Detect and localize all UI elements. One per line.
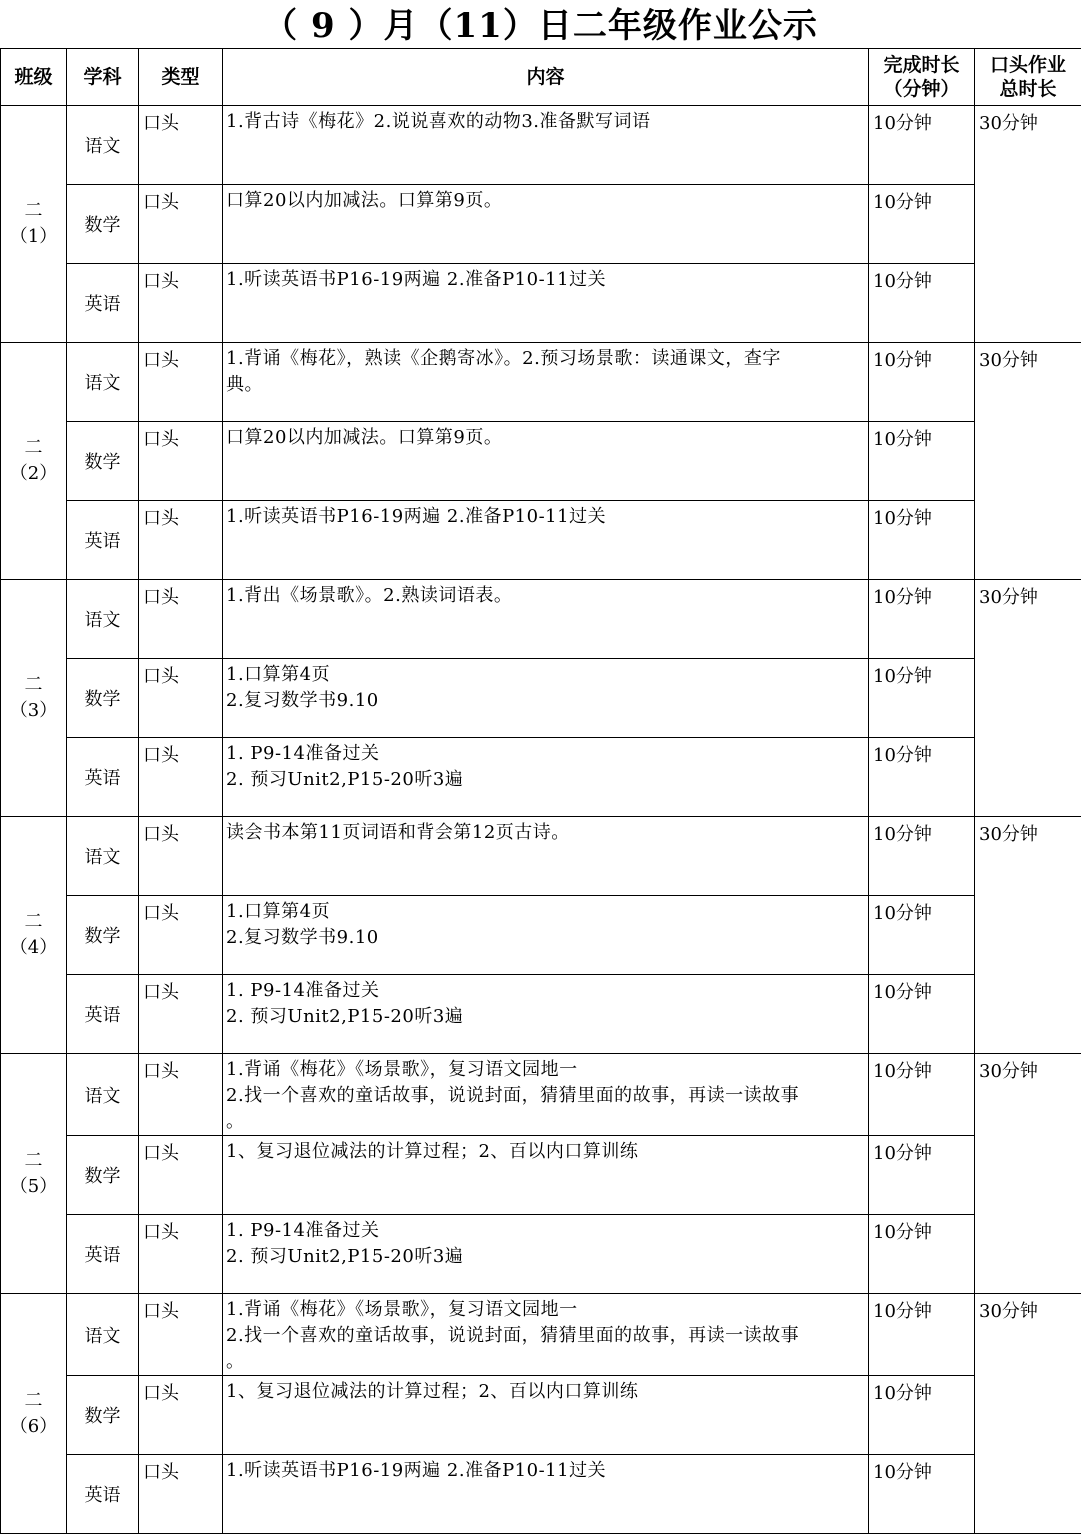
duration-cell: 10分钟	[869, 817, 975, 896]
class-number: （4）	[1, 935, 66, 961]
header-class: 班级	[1, 49, 67, 106]
table-row	[1, 1376, 1081, 1455]
table-row	[1, 1215, 1081, 1294]
class-cell	[1, 343, 67, 580]
subject-cell: 英语	[67, 1455, 139, 1534]
class-cell	[1, 106, 67, 343]
type-cell: 口头	[139, 1136, 223, 1215]
content-cell: 1.听读英语书P16-19两遍 2.准备P10-11过关	[223, 501, 869, 580]
table-row	[1, 264, 1081, 343]
table-row	[1, 185, 1081, 264]
class-cell	[1, 580, 67, 817]
content-cell: 1.背古诗《梅花》2.说说喜欢的动物3.准备默写词语	[223, 106, 869, 185]
content-cell: 1.口算第4页 2.复习数学书9.10	[223, 659, 869, 738]
class-number: （3）	[1, 698, 66, 724]
content-cell: 口算20以内加减法。口算第9页。	[223, 185, 869, 264]
table-row	[1, 343, 1081, 422]
content-cell: 读会书本第11页词语和背会第12页古诗。	[223, 817, 869, 896]
content-cell: 1.背诵《梅花》《场景歌》，复习语文园地一 2.找一个喜欢的童话故事，说说封面，猜猜里面的故事，再读一读故事 。	[223, 1294, 869, 1376]
type-cell: 口头	[139, 1294, 223, 1376]
type-cell: 口头	[139, 1376, 223, 1455]
table-row	[1, 501, 1081, 580]
subject-cell: 语文	[67, 106, 139, 185]
duration-cell: 10分钟	[869, 1455, 975, 1534]
subject-cell: 语文	[67, 580, 139, 659]
subject-cell: 数学	[67, 185, 139, 264]
table-row	[1, 659, 1081, 738]
header-row	[1, 49, 1081, 106]
duration-cell: 10分钟	[869, 896, 975, 975]
duration-cell: 10分钟	[869, 1215, 975, 1294]
type-cell: 口头	[139, 1215, 223, 1294]
header-type: 类型	[139, 49, 223, 106]
content-cell: 1.背出《场景歌》。2.熟读词语表。	[223, 580, 869, 659]
header-duration-line1: 完成时长	[869, 53, 974, 77]
type-cell: 口头	[139, 501, 223, 580]
class-number: （5）	[1, 1174, 66, 1200]
class-grade: 二	[1, 1388, 66, 1414]
content-cell: 1、复习退位减法的计算过程；2、百以内口算训练	[223, 1376, 869, 1455]
subject-cell: 数学	[67, 896, 139, 975]
table-row	[1, 896, 1081, 975]
type-cell: 口头	[139, 264, 223, 343]
type-cell: 口头	[139, 580, 223, 659]
type-cell: 口头	[139, 659, 223, 738]
subject-cell: 数学	[67, 659, 139, 738]
class-grade: 二	[1, 909, 66, 935]
header-total	[975, 49, 1081, 106]
subject-cell: 数学	[67, 422, 139, 501]
type-cell: 口头	[139, 1054, 223, 1136]
duration-cell: 10分钟	[869, 501, 975, 580]
homework-table	[0, 48, 1081, 1534]
total-duration-cell: 30分钟	[975, 343, 1081, 580]
type-cell: 口头	[139, 896, 223, 975]
duration-cell: 10分钟	[869, 422, 975, 501]
class-number: （2）	[1, 461, 66, 487]
table-row	[1, 1455, 1081, 1534]
duration-cell: 10分钟	[869, 185, 975, 264]
duration-cell: 10分钟	[869, 1136, 975, 1215]
total-duration-cell: 30分钟	[975, 1294, 1081, 1534]
type-cell: 口头	[139, 1455, 223, 1534]
subject-cell: 英语	[67, 264, 139, 343]
header-duration-line2: （分钟）	[869, 77, 974, 101]
header-duration	[869, 49, 975, 106]
duration-cell: 10分钟	[869, 106, 975, 185]
type-cell: 口头	[139, 343, 223, 422]
type-cell: 口头	[139, 738, 223, 817]
subject-cell: 英语	[67, 501, 139, 580]
type-cell: 口头	[139, 106, 223, 185]
table-row	[1, 1136, 1081, 1215]
content-cell: 1.听读英语书P16-19两遍 2.准备P10-11过关	[223, 264, 869, 343]
content-cell: 口算20以内加减法。口算第9页。	[223, 422, 869, 501]
type-cell: 口头	[139, 185, 223, 264]
table-row	[1, 817, 1081, 896]
content-cell: 1. P9-14准备过关 2. 预习Unit2,P15-20听3遍	[223, 1215, 869, 1294]
header-total-line2: 总时长	[975, 77, 1081, 101]
class-grade: 二	[1, 435, 66, 461]
total-duration-cell: 30分钟	[975, 817, 1081, 1054]
table-row	[1, 1054, 1081, 1136]
content-cell: 1.背诵《梅花》《场景歌》，复习语文园地一 2.找一个喜欢的童话故事，说说封面，猜猜里面的故事，再读一读故事 。	[223, 1054, 869, 1136]
subject-cell: 英语	[67, 975, 139, 1054]
class-grade: 二	[1, 672, 66, 698]
duration-cell: 10分钟	[869, 264, 975, 343]
duration-cell: 10分钟	[869, 1294, 975, 1376]
duration-cell: 10分钟	[869, 975, 975, 1054]
subject-cell: 语文	[67, 817, 139, 896]
table-row	[1, 106, 1081, 185]
type-cell: 口头	[139, 975, 223, 1054]
type-cell: 口头	[139, 422, 223, 501]
class-cell	[1, 1054, 67, 1294]
total-duration-cell: 30分钟	[975, 580, 1081, 817]
table-row	[1, 738, 1081, 817]
duration-cell: 10分钟	[869, 343, 975, 422]
subject-cell: 语文	[67, 343, 139, 422]
duration-cell: 10分钟	[869, 580, 975, 659]
content-cell: 1.听读英语书P16-19两遍 2.准备P10-11过关	[223, 1455, 869, 1534]
content-cell: 1.背诵《梅花》，熟读《企鹅寄冰》。2.预习场景歌：读通课文，查字 典。	[223, 343, 869, 422]
class-number: （1）	[1, 224, 66, 250]
subject-cell: 语文	[67, 1054, 139, 1136]
subject-cell: 英语	[67, 1215, 139, 1294]
total-duration-cell: 30分钟	[975, 106, 1081, 343]
table-row	[1, 580, 1081, 659]
table-row	[1, 1294, 1081, 1376]
content-cell: 1.口算第4页 2.复习数学书9.10	[223, 896, 869, 975]
table-row	[1, 422, 1081, 501]
class-cell	[1, 817, 67, 1054]
content-cell: 1、复习退位减法的计算过程；2、百以内口算训练	[223, 1136, 869, 1215]
content-cell: 1. P9-14准备过关 2. 预习Unit2,P15-20听3遍	[223, 975, 869, 1054]
class-grade: 二	[1, 1148, 66, 1174]
table-row	[1, 975, 1081, 1054]
subject-cell: 数学	[67, 1136, 139, 1215]
duration-cell: 10分钟	[869, 1054, 975, 1136]
subject-cell: 数学	[67, 1376, 139, 1455]
header-subject: 学科	[67, 49, 139, 106]
subject-cell: 语文	[67, 1294, 139, 1376]
duration-cell: 10分钟	[869, 1376, 975, 1455]
page-title: （ 9 ）月（11）日二年级作业公示	[0, 0, 1081, 48]
total-duration-cell: 30分钟	[975, 1054, 1081, 1294]
subject-cell: 英语	[67, 738, 139, 817]
header-content: 内容	[223, 49, 869, 106]
class-number: （6）	[1, 1414, 66, 1440]
header-total-line1: 口头作业	[975, 53, 1081, 77]
class-grade: 二	[1, 198, 66, 224]
content-cell: 1. P9-14准备过关 2. 预习Unit2,P15-20听3遍	[223, 738, 869, 817]
duration-cell: 10分钟	[869, 738, 975, 817]
duration-cell: 10分钟	[869, 659, 975, 738]
type-cell: 口头	[139, 817, 223, 896]
class-cell	[1, 1294, 67, 1534]
